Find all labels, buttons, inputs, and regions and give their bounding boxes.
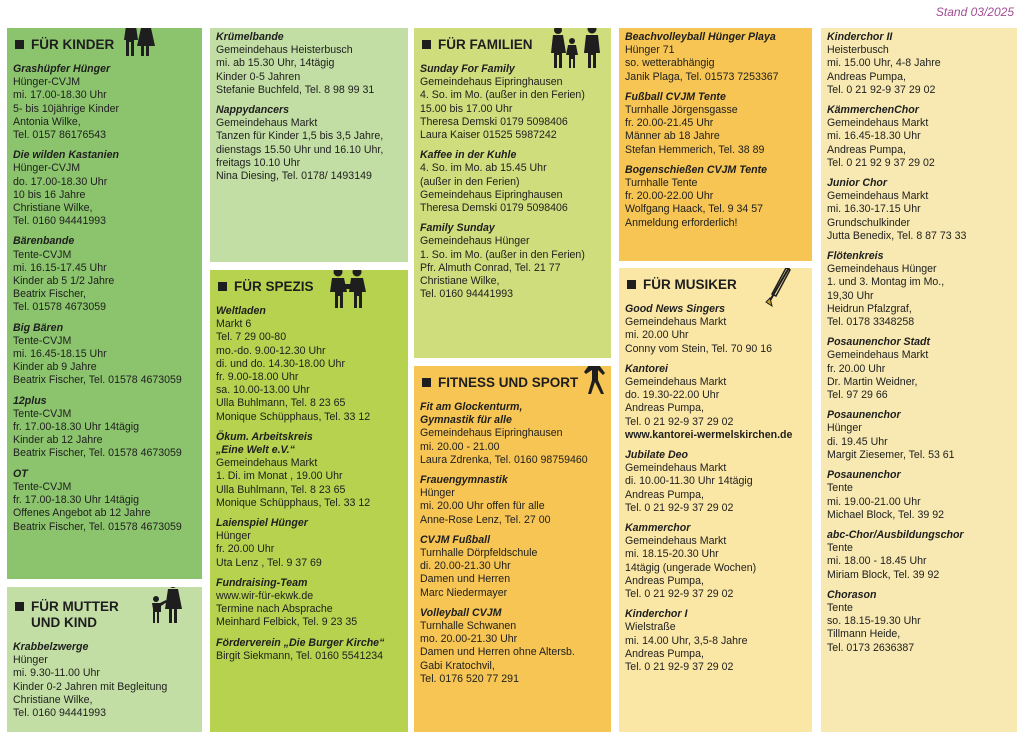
entry-line: Gemeindehaus Hünger (827, 263, 937, 276)
family-silhouette-icon (550, 28, 604, 68)
section-kleinkinder (210, 28, 408, 262)
entry-line: Offenes Angebot ab 12 Jahre (13, 507, 151, 520)
section-fuer-musiker (619, 268, 812, 732)
entry-line: do. 17.00-18.30 Uhr (13, 175, 108, 188)
entry-title: KämmerchenChor (827, 104, 919, 117)
section-fuer-familien (414, 28, 611, 358)
entry-line: Hünger (420, 487, 455, 500)
entry-line: Tente-CVJM (13, 480, 72, 493)
entry-list (216, 31, 402, 183)
entry-title: 12plus (13, 394, 47, 407)
entry-line: di. 20.00-21.30 Uhr (420, 560, 511, 573)
entry-line: mi. 16.45-18.30 Uhr (827, 130, 921, 143)
entry-list (827, 31, 1011, 655)
entry-line: mi. 15.00 Uhr, 4-8 Jahre (827, 57, 941, 70)
entry-line: Tente (827, 542, 853, 555)
entry-line: do. 19.30-22.00 Uhr (625, 389, 720, 402)
section-header-label (31, 599, 119, 631)
entry-line: Margit Ziesemer, Tel. 53 61 (827, 448, 955, 461)
entry-title: Family Sunday (420, 222, 495, 235)
entry (625, 363, 806, 442)
entry-title: Good News Singers (625, 303, 726, 315)
entry-line: Gemeindehaus Markt (216, 457, 318, 470)
entry-list (625, 303, 806, 674)
entry-title: Nappydancers (216, 104, 290, 117)
entry-line: mi. 16.15-17.45 Uhr (13, 261, 107, 274)
entry-line: Gemeindehaus Eipringhausen (420, 188, 563, 201)
entry-line: Tel. 0176 520 77 291 (420, 672, 519, 685)
entry-title: Die wilden Kastanien (13, 149, 119, 162)
entry-line: Gemeindehaus Markt (625, 535, 727, 548)
entry-title: Junior Chor (827, 177, 888, 190)
entry-line: Kinder ab 12 Jahre (13, 434, 103, 447)
entry-title: Kinderchor I (625, 608, 688, 621)
entry (216, 31, 402, 97)
entry-list (420, 63, 605, 301)
entry-title: Bogenschießen CVJM Tente (625, 163, 768, 176)
entry-title: Kinderchor II (827, 31, 893, 43)
entry-line: Damen und Herren (420, 573, 511, 586)
entry-title: Jubilate Deo (625, 449, 688, 462)
entry (13, 641, 196, 720)
entry-line: Gemeindehaus Markt (827, 190, 929, 203)
entry (625, 31, 806, 84)
section-header-label: FITNESS UND SPORT (438, 375, 579, 390)
entry (827, 589, 1011, 655)
entry (13, 322, 196, 388)
entry-list (13, 63, 196, 534)
header-square-icon (627, 280, 636, 289)
section-header (216, 279, 402, 295)
entry-line: Tel. 0 21 92-9 37 29 02 (625, 661, 734, 674)
entry-line: Tel. 0178 3348258 (827, 316, 915, 329)
header-line-1: FÜR MUTTER (31, 599, 119, 614)
entry-line: mi. 20.00 Uhr (625, 329, 689, 342)
entry-line: (außer in den Ferien) (420, 175, 520, 188)
entry-title: Kantorei (625, 362, 668, 375)
entry-line: Tel. 0 21 92-9 37 29 02 (625, 415, 734, 428)
entry (216, 577, 402, 630)
entry-title: abc-Chor/Ausbildungschor (827, 528, 964, 541)
entry-line: Tel. 01578 4673059 (13, 301, 107, 314)
entry-list (13, 641, 196, 720)
entry-title: Laienspiel Hünger (216, 517, 308, 530)
entry-line: 4. So. im Mo. (außer in den Ferien) (420, 89, 585, 102)
entry-line: Kinder 0-2 Jahren mit Begleitung (13, 680, 168, 693)
entry-line: Birgit Siekmann, Tel. 0160 5541234 (216, 649, 384, 662)
entry-line: mo.-do. 9.00-12.30 Uhr (216, 344, 326, 357)
entry-line: Tanzen für Kinder 1,5 bis 3,5 Jahre, (216, 130, 384, 143)
entry (827, 177, 1011, 243)
entry (625, 522, 806, 601)
entry-title: Frauengymnastik (420, 474, 508, 487)
entry-line: Hünger-CVJM (13, 76, 81, 89)
entry-title: Fundraising-Team (216, 576, 308, 589)
entry-line: mi. 18.15-20.30 Uhr (625, 548, 719, 561)
header-square-icon (422, 378, 431, 387)
entry-line: di. 19.45 Uhr (827, 435, 888, 448)
entry-line: Ulla Buhlmann, Tel. 8 23 65 (216, 483, 346, 496)
entry-title: Big Bären (13, 321, 64, 334)
entry-line: Hünger 71 (625, 44, 675, 57)
entry-line: dienstags 15.50 Uhr und 16.10 Uhr, (216, 143, 384, 156)
entry (13, 395, 196, 461)
entry-title: Beachvolleyball Hünger Playa (625, 31, 776, 43)
entry (216, 305, 402, 424)
entry-line: Laura Kaiser 01525 5987242 (420, 129, 557, 142)
entry-line: Andreas Pumpa, (827, 70, 906, 83)
entry-title: Volleyball CVJM (420, 606, 502, 619)
entry-line: fr. 17.00-18.30 Uhr 14tägig (13, 421, 140, 434)
entry-line: Turnhalle Tente (625, 177, 698, 190)
entry (827, 104, 1011, 170)
entry-line: Theresa Demski 0179 5098406 (420, 115, 568, 128)
entry (625, 164, 806, 230)
entry-list (216, 305, 402, 663)
entry-line: Antonia Wilke, (13, 115, 81, 128)
entry-line: Tel. 0 21 92-9 37 29 02 (625, 501, 734, 514)
entry-line: fr. 20.00-22.00 Uhr (625, 190, 714, 203)
entry (625, 91, 806, 157)
entry-line: mi. 16.45-18.15 Uhr (13, 348, 107, 361)
entry-line: Tel. 0 21 92 9 37 29 02 (827, 156, 935, 169)
entry-line: mi. 18.00 - 18.45 Uhr (827, 555, 927, 568)
entry-line: Uta Lenz , Tel. 9 37 69 (216, 556, 322, 569)
entry-line: mi. 20.00 Uhr offen für alle (420, 500, 545, 513)
entry-line: mi. 16.30-17.15 Uhr (827, 203, 921, 216)
entry-title: Ökum. Arbeitskreis (216, 430, 313, 443)
entry-title: Förderverein „Die Burger Kirche“ (216, 636, 385, 649)
entry-line: Tente (827, 601, 853, 614)
entry (420, 222, 605, 301)
section-choere (821, 28, 1017, 732)
entry-line: Gemeindehaus Eipringhausen (420, 76, 563, 89)
entry (420, 149, 605, 215)
entry (420, 607, 605, 686)
entry-line: Tente (827, 482, 853, 495)
entry-title: Grashüpfer Hünger (13, 63, 111, 75)
entry-line: Andreas Pumpa, (625, 647, 704, 660)
entry-line: Gemeindehaus Hünger (420, 235, 530, 248)
entry-title: Fußball CVJM Tente (625, 90, 726, 103)
entry-line: Tel. 0 21 92-9 37 29 02 (625, 588, 734, 601)
entry-title-line-2: Gymnastik für alle (420, 414, 512, 427)
children-silhouette-icon (121, 28, 157, 58)
entry-line: Gemeindehaus Markt (827, 117, 929, 130)
entry-line: Hünger (216, 530, 251, 543)
entry-line: 14tägig (ungerade Wochen) (625, 561, 757, 574)
entry-list (625, 31, 806, 230)
entry-line: Tel. 0 21 92-9 37 29 02 (827, 83, 936, 96)
entry-line: so. wetterabhängig (625, 57, 715, 70)
entry (216, 517, 402, 570)
entry (625, 608, 806, 674)
entry-line: Tel. 0160 94441993 (420, 288, 514, 301)
entry-line: Wielstraße (625, 621, 676, 634)
entry-line: Hünger-CVJM (13, 162, 81, 175)
entry-line: Beatrix Fischer, Tel. 01578 4673059 (13, 447, 182, 460)
entry-line: Ulla Buhlmann, Tel. 8 23 65 (216, 397, 346, 410)
entry (216, 637, 402, 663)
header-square-icon (422, 40, 431, 49)
entry (625, 449, 806, 515)
entry-title: Fit am Glockenturm, (420, 401, 523, 413)
entry-line: sa. 10.00-13.00 Uhr (216, 384, 310, 397)
entry-line: Christiane Wilke, (420, 275, 500, 288)
header-square-icon (15, 40, 24, 49)
entry-line: Anmeldung erforderlich! (625, 216, 738, 229)
entry-line: fr. 20.00 Uhr (216, 543, 275, 556)
entry (13, 63, 196, 142)
entry-line: Janik Plaga, Tel. 01573 7253367 (625, 70, 779, 83)
entry-line: fr. 20.00-21.45 Uhr (625, 117, 714, 130)
basketball-player-silhouette-icon (574, 366, 610, 396)
entry (827, 250, 1011, 329)
entry-line: Kinder 0-5 Jahren (216, 70, 301, 83)
entry-line: fr. 20.00 Uhr (827, 362, 886, 375)
entry-line: Dr. Martin Weidner, (827, 375, 918, 388)
entry-line: Conny vom Stein, Tel. 70 90 16 (625, 342, 773, 355)
entry-line: Monique Schüpphaus, Tel. 33 12 (216, 496, 371, 509)
entry-line: mo. 20.00-21.30 Uhr (420, 633, 518, 646)
entry-title: Chorason (827, 588, 877, 601)
entry-line: Andreas Pumpa, (625, 574, 704, 587)
entry-line: mi. 9.30-11.00 Uhr (13, 667, 100, 680)
entry-line: Monique Schüpphaus, Tel. 33 12 (216, 410, 371, 423)
entry-line: Kinder ab 5 1/2 Jahre (13, 275, 115, 288)
stand-date: Stand 03/2025 (935, 5, 1014, 19)
trombone-icon (764, 268, 794, 308)
entry-line: Miriam Block, Tel. 39 92 (827, 568, 940, 581)
entry-line: Männer ab 18 Jahre (625, 130, 720, 143)
entry-line: Stefanie Buchfeld, Tel. 8 98 99 31 (216, 83, 375, 96)
entry-line: 10 bis 16 Jahre (13, 188, 86, 201)
entry-title: Kaffee in der Kuhle (420, 149, 517, 162)
entry-title: Posaunenchor Stadt (827, 336, 931, 349)
entry-line: Beatrix Fischer, Tel. 01578 4673059 (13, 520, 182, 533)
entry-title: OT (13, 467, 28, 480)
section-header-label: FÜR SPEZIS (234, 279, 314, 294)
entry-line: Turnhalle Schwanen (420, 620, 517, 633)
section-header-label: FÜR FAMILIEN (438, 37, 533, 52)
entry-title: Sunday For Family (420, 63, 515, 75)
section-fuer-kinder (7, 28, 202, 579)
entry-line: Grundschulkinder (827, 216, 911, 229)
entry-line: Anne-Rose Lenz, Tel. 27 00 (420, 513, 551, 526)
entry-title: CVJM Fußball (420, 533, 491, 546)
entry-line: di. und do. 14.30-18.00 Uhr (216, 357, 345, 370)
entry-title-line-2: „Eine Welt e.V.“ (216, 444, 295, 457)
entry-line: mi. ab 15.30 Uhr, 14tägig (216, 57, 335, 70)
entry-line: Beatrix Fischer, Tel. 01578 4673059 (13, 374, 182, 387)
entry-line: di. 10.00-11.30 Uhr 14tägig (625, 475, 753, 488)
section-header-label: FÜR MUSIKER (643, 277, 737, 292)
entry-line: 15.00 bis 17.00 Uhr (420, 102, 513, 115)
entry-line: Nina Diesing, Tel. 0178/ 1493149 (216, 170, 372, 183)
section-fitness-und-sport (414, 366, 611, 732)
entry-line: freitags 10.10 Uhr (216, 156, 301, 169)
entry-line: mi. 17.00-18.30 Uhr (13, 89, 107, 102)
entry (420, 474, 605, 527)
entry-line: Laura Zdrenka, Tel. 0160 98759460 (420, 453, 588, 466)
section-fuer-spezis (210, 270, 408, 732)
entry (625, 303, 806, 356)
entry-line: fr. 9.00-18.00 Uhr (216, 371, 299, 384)
entry-line: Hünger (827, 422, 862, 435)
entry-line: Beatrix Fischer, (13, 288, 87, 301)
entry-title: Weltladen (216, 305, 266, 317)
entry-line: Gemeindehaus Markt (625, 376, 727, 389)
entry-line: www.wir-für-ekwk.de (216, 590, 314, 603)
entry-line: 19,30 Uhr (827, 289, 874, 302)
entry-line: Tel. 7 29 00-80 (216, 331, 287, 344)
entry-title: Krümelbande (216, 31, 284, 43)
entry-line: mi. 20.00 - 21.00 (420, 440, 500, 453)
entry-line: Andreas Pumpa, (625, 402, 704, 415)
entry (420, 534, 605, 600)
entry-line: Andreas Pumpa, (625, 488, 704, 501)
entry (13, 468, 196, 534)
entry-line: Kinder ab 9 Jahre (13, 361, 97, 374)
entry-line: Meinhard Felbick, Tel. 9 23 35 (216, 616, 358, 629)
header-square-icon (218, 282, 227, 291)
section-fuer-mutter-und-kind (7, 587, 202, 732)
entry-title: Posaunenchor (827, 469, 901, 482)
entry-line: Tente-CVJM (13, 407, 72, 420)
entry-line: Wolfgang Haack, Tel. 9 34 57 (625, 203, 764, 216)
entry-line: Michael Block, Tel. 39 92 (827, 508, 944, 521)
entry-title: Flötenkreis (827, 250, 884, 263)
header-square-icon (15, 602, 24, 611)
mother-child-silhouette-icon (145, 587, 185, 623)
entry-line: Turnhalle Jörgensgasse (625, 104, 738, 117)
entry-line: 1. So. im Mo. (außer in den Ferien) (420, 248, 585, 261)
people-talking-silhouette-icon (328, 270, 368, 308)
entry-line: Hünger (13, 654, 48, 667)
entry-line: Tente-CVJM (13, 334, 72, 347)
entry-line: Termine nach Absprache (216, 603, 333, 616)
entry-line: Heidrun Pfalzgraf, (827, 302, 912, 315)
entry (13, 235, 196, 314)
entry-line: Tente-CVJM (13, 248, 72, 261)
entry-line: fr. 17.00-18.30 Uhr 14tägig (13, 494, 140, 507)
entry-line: Damen und Herren ohne Altersb. (420, 646, 575, 659)
entry-line: Gemeindehaus Eipringhausen (420, 427, 563, 440)
header-line-2: UND KIND (31, 615, 97, 630)
entry-line: Tillmann Heide, (827, 628, 901, 641)
entry-line: Gabi Kratochvil, (420, 659, 495, 672)
entry-line: 1. Di. im Monat , 19.00 Uhr (216, 470, 343, 483)
entry-line: Gemeindehaus Heisterbusch (216, 44, 353, 57)
entry-line: Pfr. Almuth Conrad, Tel. 21 77 (420, 261, 561, 274)
entry-line: 5- bis 10jährige Kinder (13, 102, 119, 115)
entry-title: Krabbelzwerge (13, 641, 89, 653)
entry (13, 149, 196, 228)
entry-line: Marc Niedermayer (420, 586, 508, 599)
entry-title: Posaunenchor (827, 409, 901, 422)
section-header-label: FÜR KINDER (31, 37, 115, 52)
entry-title: Bärenbande (13, 235, 75, 248)
entry-line: mi. 19.00-21.00 Uhr (827, 495, 921, 508)
entry-line: Jutta Benedix, Tel. 8 87 73 33 (827, 229, 967, 242)
entry (827, 529, 1011, 582)
entry-line: Christiane Wilke, (13, 202, 93, 215)
entry-line: Gemeindehaus Markt (216, 117, 318, 130)
entry (216, 104, 402, 183)
section-sport-ergaenzung (619, 28, 812, 261)
entry-line: Christiane Wilke, (13, 693, 93, 706)
entry-line: mi. 14.00 Uhr, 3,5-8 Jahre (625, 634, 748, 647)
entry (827, 469, 1011, 522)
entry (827, 31, 1011, 97)
entry-line: Turnhalle Dörpfeldschule (420, 547, 538, 560)
entry-line: 4. So. im Mo. ab 15.45 Uhr (420, 162, 547, 175)
entry-link[interactable]: www.kantorei-wermelskirchen.de (625, 428, 793, 441)
entry (827, 409, 1011, 462)
entry-line: Tel. 97 29 66 (827, 389, 888, 402)
entry-line: 1. und 3. Montag im Mo., (827, 276, 945, 289)
entry-line: so. 18.15-19.30 Uhr (827, 615, 921, 628)
entry (420, 401, 605, 467)
entry-line: Tel. 0173 2636387 (827, 641, 915, 654)
entry-title: Kammerchor (625, 522, 691, 535)
section-header (13, 37, 196, 53)
entry-line: Markt 6 (216, 318, 252, 331)
entry (827, 336, 1011, 402)
entry (420, 63, 605, 142)
entry-line: Gemeindehaus Markt (625, 462, 727, 475)
entry-line: Heisterbusch (827, 44, 889, 57)
entry-list (420, 401, 605, 686)
entry-line: Andreas Pumpa, (827, 143, 906, 156)
entry-line: Stefan Hemmerich, Tel. 38 89 (625, 143, 765, 156)
entry-line: Tel. 0157 86176543 (13, 129, 107, 142)
entry-line: Theresa Demski 0179 5098406 (420, 202, 568, 215)
entry-line: Gemeindehaus Markt (827, 349, 929, 362)
entry (216, 431, 402, 510)
entry-line: Tel. 0160 94441993 (13, 707, 107, 720)
entry-line: Gemeindehaus Markt (625, 316, 727, 329)
entry-line: Tel. 0160 94441993 (13, 215, 107, 228)
